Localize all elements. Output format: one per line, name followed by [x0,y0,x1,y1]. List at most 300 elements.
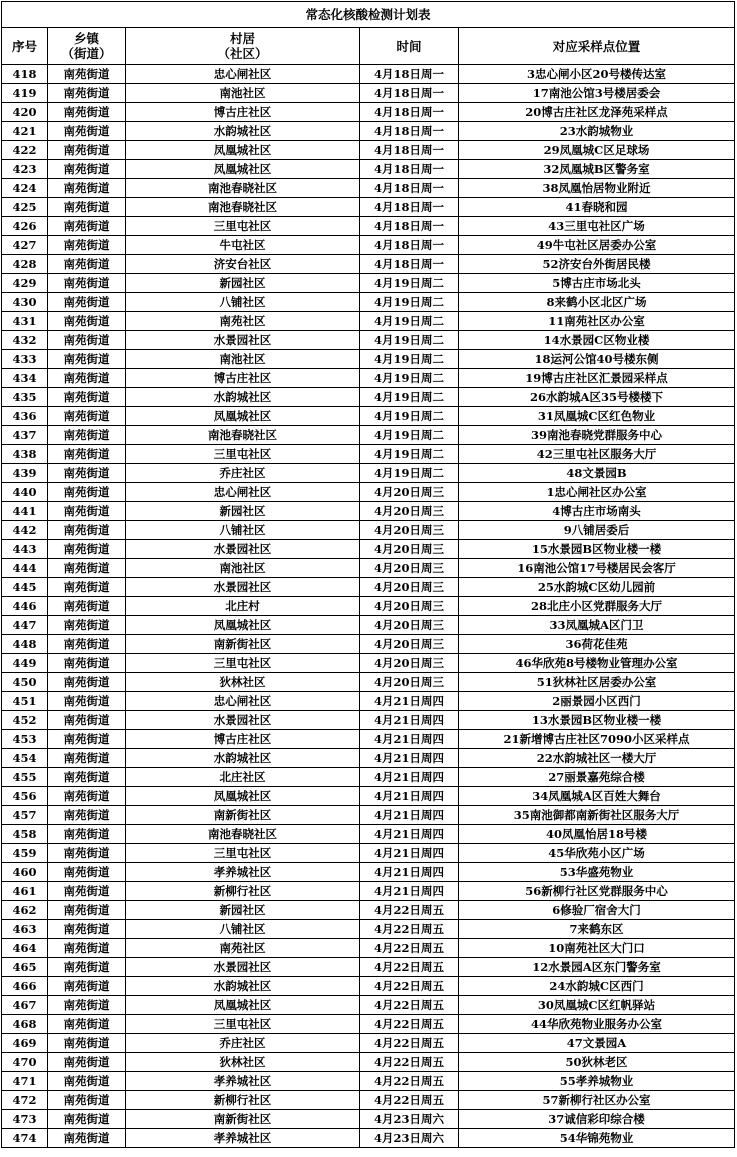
town-cell: 南苑街道 [48,388,126,407]
site-cell: 53华盛苑物业 [459,863,735,882]
header-town-line1: 乡镇 [73,31,99,46]
site-cell: 47文景园A [459,1034,735,1053]
site-cell: 52济安台外街居民楼 [459,255,735,274]
table-row [2,103,735,122]
time-cell: 4月19日周二 [360,464,459,483]
village-cell: 水景园社区 [126,540,360,559]
table-row [2,768,735,787]
town-cell: 南苑街道 [48,464,126,483]
town-cell: 南苑街道 [48,141,126,160]
site-cell: 34凤凰城A区百姓大舞台 [459,787,735,806]
village-cell: 博古庄社区 [126,730,360,749]
village-cell: 八铺社区 [126,293,360,312]
table-row [2,236,735,255]
town-cell: 南苑街道 [48,749,126,768]
town-cell: 南苑街道 [48,84,126,103]
site-cell: 19博古庄社区汇景园采样点 [459,369,735,388]
town-cell: 南苑街道 [48,122,126,141]
seq-cell: 440 [2,483,48,502]
town-cell: 南苑街道 [48,920,126,939]
town-cell: 南苑街道 [48,616,126,635]
town-cell: 南苑街道 [48,692,126,711]
town-cell: 南苑街道 [48,369,126,388]
town-cell: 南苑街道 [48,160,126,179]
seq-cell: 462 [2,901,48,920]
time-cell: 4月21日周四 [360,692,459,711]
village-cell: 南池春晓社区 [126,198,360,217]
time-cell: 4月19日周二 [360,312,459,331]
town-cell: 南苑街道 [48,350,126,369]
site-cell: 39南池春晓党群服务中心 [459,426,735,445]
village-cell: 水韵城社区 [126,122,360,141]
site-cell: 21新增博古庄社区7090小区采样点 [459,730,735,749]
town-cell: 南苑街道 [48,1091,126,1110]
village-cell: 孝养城社区 [126,863,360,882]
site-cell: 32凤凰城B区警务室 [459,160,735,179]
table-row [2,711,735,730]
time-cell: 4月22日周五 [360,996,459,1015]
village-cell: 乔庄社区 [126,464,360,483]
time-cell: 4月18日周一 [360,217,459,236]
seq-cell: 471 [2,1072,48,1091]
town-cell: 南苑街道 [48,1053,126,1072]
seq-cell: 430 [2,293,48,312]
town-cell: 南苑街道 [48,483,126,502]
time-cell: 4月23日周六 [360,1129,459,1148]
town-cell: 南苑街道 [48,730,126,749]
time-cell: 4月20日周三 [360,483,459,502]
seq-cell: 463 [2,920,48,939]
site-cell: 17南池公馆3号楼居委会 [459,84,735,103]
site-cell: 3忠心闸小区20号楼传达室 [459,65,735,84]
header-site: 对应采样点位置 [459,28,735,65]
village-cell: 北庄村 [126,597,360,616]
table-row [2,293,735,312]
town-cell: 南苑街道 [48,179,126,198]
village-cell: 水景园社区 [126,331,360,350]
table-row [2,730,735,749]
town-cell: 南苑街道 [48,996,126,1015]
seq-cell: 473 [2,1110,48,1129]
table-row [2,597,735,616]
seq-cell: 448 [2,635,48,654]
time-cell: 4月19日周二 [360,445,459,464]
table-row [2,844,735,863]
table-row [2,198,735,217]
site-cell: 2丽景园小区西门 [459,692,735,711]
site-cell: 7来鹤东区 [459,920,735,939]
town-cell: 南苑街道 [48,540,126,559]
site-cell: 22水韵城社区一楼大厅 [459,749,735,768]
town-cell: 南苑街道 [48,217,126,236]
town-cell: 南苑街道 [48,654,126,673]
time-cell: 4月20日周三 [360,616,459,635]
seq-cell: 467 [2,996,48,1015]
site-cell: 13水景园B区物业楼一楼 [459,711,735,730]
seq-cell: 456 [2,787,48,806]
time-cell: 4月20日周三 [360,578,459,597]
table-row [2,464,735,483]
seq-cell: 421 [2,122,48,141]
site-cell: 54华锦苑物业 [459,1129,735,1148]
village-cell: 凤凰城社区 [126,616,360,635]
table-row [2,141,735,160]
site-cell: 25水韵城C区幼儿园前 [459,578,735,597]
seq-cell: 453 [2,730,48,749]
table-row [2,540,735,559]
town-cell: 南苑街道 [48,977,126,996]
time-cell: 4月20日周三 [360,654,459,673]
village-cell: 凤凰城社区 [126,407,360,426]
site-cell: 20博古庄社区龙泽苑采样点 [459,103,735,122]
site-cell: 55孝养城物业 [459,1072,735,1091]
seq-cell: 439 [2,464,48,483]
header-town-line2: （街道） [61,46,112,61]
table-row [2,350,735,369]
time-cell: 4月22日周五 [360,1015,459,1034]
time-cell: 4月20日周三 [360,502,459,521]
time-cell: 4月19日周二 [360,388,459,407]
seq-cell: 451 [2,692,48,711]
site-cell: 15水景园B区物业楼一楼 [459,540,735,559]
town-cell: 南苑街道 [48,426,126,445]
seq-cell: 443 [2,540,48,559]
town-cell: 南苑街道 [48,255,126,274]
village-cell: 孝养城社区 [126,1072,360,1091]
seq-cell: 423 [2,160,48,179]
town-cell: 南苑街道 [48,236,126,255]
time-cell: 4月22日周五 [360,920,459,939]
seq-cell: 419 [2,84,48,103]
time-cell: 4月21日周四 [360,787,459,806]
site-cell: 57新柳行社区办公室 [459,1091,735,1110]
town-cell: 南苑街道 [48,274,126,293]
header-time: 时间 [360,28,459,65]
site-cell: 4博古庄市场南头 [459,502,735,521]
time-cell: 4月23日周六 [360,1110,459,1129]
seq-cell: 435 [2,388,48,407]
table-row [2,692,735,711]
site-cell: 35南池御都南新街社区服务大厅 [459,806,735,825]
town-cell: 南苑街道 [48,768,126,787]
table-row [2,1110,735,1129]
town-cell: 南苑街道 [48,521,126,540]
table-row [2,578,735,597]
village-cell: 南新街社区 [126,1110,360,1129]
time-cell: 4月21日周四 [360,825,459,844]
table-row [2,1091,735,1110]
header-row [2,28,735,65]
village-cell: 南新街社区 [126,806,360,825]
table-row [2,84,735,103]
village-cell: 南新街社区 [126,635,360,654]
site-cell: 45华欣苑小区广场 [459,844,735,863]
header-village [126,28,360,65]
seq-cell: 458 [2,825,48,844]
table-row [2,635,735,654]
town-cell: 南苑街道 [48,445,126,464]
town-cell: 南苑街道 [48,1072,126,1091]
table-row [2,901,735,920]
seq-cell: 455 [2,768,48,787]
time-cell: 4月18日周一 [360,122,459,141]
table-row [2,654,735,673]
town-cell: 南苑街道 [48,939,126,958]
time-cell: 4月21日周四 [360,768,459,787]
table-row [2,502,735,521]
village-cell: 水景园社区 [126,711,360,730]
village-cell: 新园社区 [126,901,360,920]
seq-cell: 466 [2,977,48,996]
village-cell: 三里屯社区 [126,217,360,236]
village-cell: 牛屯社区 [126,236,360,255]
time-cell: 4月19日周二 [360,426,459,445]
village-cell: 新园社区 [126,274,360,293]
table-row [2,825,735,844]
table-row [2,445,735,464]
site-cell: 36荷花佳苑 [459,635,735,654]
table-row [2,521,735,540]
table-row [2,958,735,977]
time-cell: 4月18日周一 [360,141,459,160]
seq-cell: 432 [2,331,48,350]
time-cell: 4月18日周一 [360,65,459,84]
town-cell: 南苑街道 [48,502,126,521]
seq-cell: 428 [2,255,48,274]
site-cell: 16南池公馆17号楼居民会客厅 [459,559,735,578]
seq-cell: 445 [2,578,48,597]
site-cell: 30凤凰城C区红帆驿站 [459,996,735,1015]
site-cell: 50狄林老区 [459,1053,735,1072]
seq-cell: 454 [2,749,48,768]
site-cell: 49牛屯社区居委办公室 [459,236,735,255]
time-cell: 4月22日周五 [360,958,459,977]
header-town [48,28,126,65]
time-cell: 4月21日周四 [360,844,459,863]
table-row [2,426,735,445]
site-cell: 27丽景嘉苑综合楼 [459,768,735,787]
village-cell: 三里屯社区 [126,1015,360,1034]
seq-cell: 459 [2,844,48,863]
village-cell: 八铺社区 [126,521,360,540]
village-cell: 水韵城社区 [126,977,360,996]
village-cell: 北庄社区 [126,768,360,787]
village-cell: 新柳行社区 [126,1091,360,1110]
seq-cell: 420 [2,103,48,122]
village-cell: 水韵城社区 [126,749,360,768]
site-cell: 28北庄小区党群服务大厅 [459,597,735,616]
site-cell: 23水韵城物业 [459,122,735,141]
site-cell: 33凤凰城A区门卫 [459,616,735,635]
site-cell: 56新柳行社区党群服务中心 [459,882,735,901]
village-cell: 八铺社区 [126,920,360,939]
village-cell: 博古庄社区 [126,103,360,122]
town-cell: 南苑街道 [48,806,126,825]
table-row [2,312,735,331]
time-cell: 4月21日周四 [360,806,459,825]
village-cell: 乔庄社区 [126,1034,360,1053]
time-cell: 4月19日周二 [360,274,459,293]
seq-cell: 469 [2,1034,48,1053]
time-cell: 4月22日周五 [360,939,459,958]
town-cell: 南苑街道 [48,901,126,920]
table-row [2,863,735,882]
time-cell: 4月20日周三 [360,635,459,654]
village-cell: 水韵城社区 [126,388,360,407]
table-row [2,160,735,179]
site-cell: 42三里屯社区服务大厅 [459,445,735,464]
time-cell: 4月19日周二 [360,331,459,350]
time-cell: 4月21日周四 [360,730,459,749]
time-cell: 4月20日周三 [360,559,459,578]
seq-cell: 441 [2,502,48,521]
seq-cell: 433 [2,350,48,369]
seq-cell: 472 [2,1091,48,1110]
site-cell: 46华欣苑8号楼物业管理办公室 [459,654,735,673]
town-cell: 南苑街道 [48,559,126,578]
seq-cell: 437 [2,426,48,445]
village-cell: 狄林社区 [126,673,360,692]
table-row [2,977,735,996]
site-cell: 31凤凰城C区红色物业 [459,407,735,426]
seq-cell: 426 [2,217,48,236]
site-cell: 43三里屯社区广场 [459,217,735,236]
site-cell: 8来鹤小区北区广场 [459,293,735,312]
town-cell: 南苑街道 [48,331,126,350]
site-cell: 51狄林社区居委办公室 [459,673,735,692]
table-row [2,255,735,274]
table-row [2,274,735,293]
site-cell: 26水韵城A区35号楼楼下 [459,388,735,407]
site-cell: 48文景园B [459,464,735,483]
seq-cell: 460 [2,863,48,882]
village-cell: 南池春晓社区 [126,825,360,844]
table-row [2,179,735,198]
village-cell: 忠心闸社区 [126,483,360,502]
village-cell: 新园社区 [126,502,360,521]
site-cell: 11南苑社区办公室 [459,312,735,331]
seq-cell: 450 [2,673,48,692]
table-row [2,673,735,692]
title-row [2,2,735,28]
town-cell: 南苑街道 [48,1129,126,1148]
seq-cell: 425 [2,198,48,217]
seq-cell: 429 [2,274,48,293]
time-cell: 4月18日周一 [360,160,459,179]
seq-cell: 431 [2,312,48,331]
village-cell: 南池春晓社区 [126,426,360,445]
table-row [2,616,735,635]
village-cell: 凤凰城社区 [126,160,360,179]
seq-cell: 447 [2,616,48,635]
town-cell: 南苑街道 [48,844,126,863]
seq-cell: 461 [2,882,48,901]
site-cell: 10南苑社区大门口 [459,939,735,958]
seq-cell: 449 [2,654,48,673]
village-cell: 凤凰城社区 [126,996,360,1015]
time-cell: 4月18日周一 [360,198,459,217]
seq-cell: 438 [2,445,48,464]
time-cell: 4月22日周五 [360,1091,459,1110]
town-cell: 南苑街道 [48,198,126,217]
village-cell: 南池社区 [126,559,360,578]
town-cell: 南苑街道 [48,597,126,616]
seq-cell: 427 [2,236,48,255]
header-seq: 序号 [2,28,48,65]
time-cell: 4月18日周一 [360,236,459,255]
village-cell: 博古庄社区 [126,369,360,388]
site-cell: 9八铺居委后 [459,521,735,540]
table-row [2,217,735,236]
village-cell: 济安台社区 [126,255,360,274]
time-cell: 4月20日周三 [360,673,459,692]
time-cell: 4月21日周四 [360,863,459,882]
village-cell: 凤凰城社区 [126,787,360,806]
site-cell: 29凤凰城C区足球场 [459,141,735,160]
time-cell: 4月20日周三 [360,521,459,540]
village-cell: 狄林社区 [126,1053,360,1072]
village-cell: 水景园社区 [126,578,360,597]
table-row [2,939,735,958]
nucleic-test-schedule-table [1,1,735,1148]
seq-cell: 457 [2,806,48,825]
time-cell: 4月22日周五 [360,1034,459,1053]
village-cell: 南池社区 [126,84,360,103]
time-cell: 4月20日周三 [360,540,459,559]
site-cell: 1忠心闸社区办公室 [459,483,735,502]
town-cell: 南苑街道 [48,1034,126,1053]
table-row [2,369,735,388]
site-cell: 37诚信彩印综合楼 [459,1110,735,1129]
time-cell: 4月21日周四 [360,882,459,901]
village-cell: 三里屯社区 [126,445,360,464]
town-cell: 南苑街道 [48,1015,126,1034]
time-cell: 4月18日周一 [360,255,459,274]
time-cell: 4月21日周四 [360,711,459,730]
seq-cell: 452 [2,711,48,730]
table-row [2,806,735,825]
town-cell: 南苑街道 [48,1110,126,1129]
town-cell: 南苑街道 [48,711,126,730]
seq-cell: 424 [2,179,48,198]
seq-cell: 434 [2,369,48,388]
time-cell: 4月21日周四 [360,749,459,768]
table-row [2,483,735,502]
village-cell: 南池春晓社区 [126,179,360,198]
seq-cell: 468 [2,1015,48,1034]
village-cell: 三里屯社区 [126,654,360,673]
time-cell: 4月22日周五 [360,977,459,996]
time-cell: 4月22日周五 [360,1072,459,1091]
seq-cell: 474 [2,1129,48,1148]
time-cell: 4月18日周一 [360,179,459,198]
table-row [2,331,735,350]
town-cell: 南苑街道 [48,65,126,84]
site-cell: 44华欣苑物业服务办公室 [459,1015,735,1034]
time-cell: 4月18日周一 [360,84,459,103]
village-cell: 孝养城社区 [126,1129,360,1148]
time-cell: 4月22日周五 [360,1053,459,1072]
town-cell: 南苑街道 [48,958,126,977]
time-cell: 4月19日周二 [360,369,459,388]
table-row [2,882,735,901]
town-cell: 南苑街道 [48,407,126,426]
site-cell: 41春晓和园 [459,198,735,217]
table-row [2,787,735,806]
table-row [2,388,735,407]
table-row [2,1053,735,1072]
village-cell: 忠心闸社区 [126,692,360,711]
